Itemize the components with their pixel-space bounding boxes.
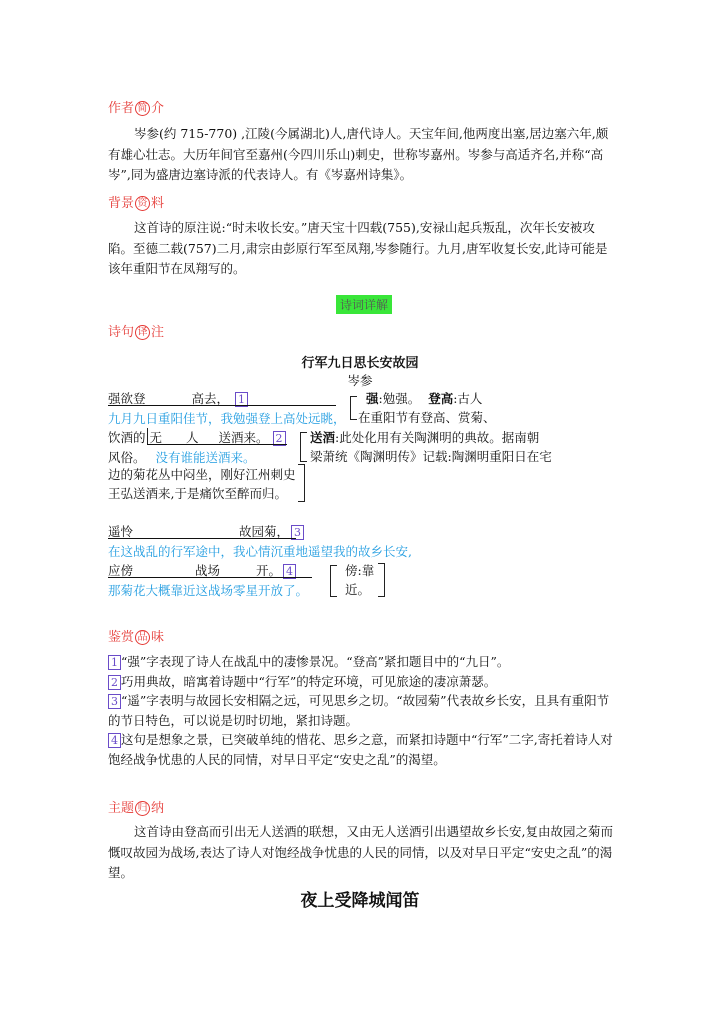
poem-heading: 诗句 译 注 (108, 325, 165, 340)
list-item: 2 巧用典故，暗寓着诗题中“行军”的特定环境，可见旅途的凄凉萧瑟。 (108, 672, 618, 692)
bracket (378, 563, 385, 597)
author-paragraph: 岑参(约 715-770) ,江陵(今属湖北)人,唐代诗人。天宝年间,他两度出塞,居边塞六年,颇有雄心壮志。大历年间官至嘉州(今四川乐山)刺史，世称岑嘉州。岑参与高适齐名,并称“高岑”,同为盛唐边塞诗派的代表诗人。有《岑嘉州诗集》。 (108, 126, 609, 182)
poem-line-3: 遥怜 故园菊， 3 (108, 522, 304, 540)
translation-line-4: 那菊花大概靠近这战场零星开放了。 (108, 583, 309, 598)
bracket (298, 464, 305, 502)
poem-line-4: 应傍 战场 开。 4 (108, 561, 296, 579)
circle-char: 资 (135, 196, 150, 211)
translation-line-1: 九月九日重阳佳节，我勉强登上高处远眺， (108, 411, 346, 426)
note-marker: 1 (108, 655, 121, 670)
note-2-cont: 梁萧统《陶渊明传》记载:陶渊明重阳日在宅 (310, 449, 552, 464)
poem-title: 行军九日思长安故园 (301, 356, 419, 371)
note-marker: 4 (108, 733, 121, 748)
poem-line-2: 饮酒的 无 人 送酒来。 2 (108, 428, 286, 446)
note-4-cont: 近。 (345, 582, 371, 597)
appreciation-heading: 鉴赏 品 味 (108, 630, 165, 645)
next-poem-title: 夜上受降城闻笛 (300, 891, 420, 911)
circle-char: 品 (135, 630, 150, 645)
circle-char: 归 (135, 801, 150, 816)
underline (147, 444, 287, 445)
note-2-cont: 边的菊花丛中闷坐，刚好江州刺史 (108, 467, 296, 482)
note-marker: 3 (108, 694, 121, 709)
circle-char: 译 (135, 325, 150, 340)
divider (147, 428, 148, 444)
list-item: 3 “遥”字表明与故园长安相隔之远，可见思乡之切。“故园菊”代表故乡长安，且具有重阳节的节日特色，可以说是切时切地，紧扣诗题。 (108, 693, 610, 728)
note-2-cont: 王弘送酒来,于是痛饮至醉而归。 (108, 486, 287, 501)
appreciation-list (108, 652, 618, 769)
note-marker: 1 (235, 392, 248, 407)
note-marker: 2 (273, 431, 286, 446)
note-1-cont: 在重阳节有登高、赏菊、 (358, 410, 496, 425)
bracket (330, 565, 337, 597)
note-marker: 4 (283, 564, 296, 579)
underline (108, 405, 336, 406)
underline (108, 577, 312, 578)
author-heading: 作者 简 介 (108, 101, 165, 116)
background-heading: 背景 资 料 (108, 196, 165, 211)
poem-author: 岑参 (347, 373, 373, 388)
bracket (300, 432, 307, 462)
theme-paragraph: 这首诗由登高而引出无人送酒的联想，又由无人送酒引出遇望故乡长安,复由故园之菊而慨叹故园为战场,表达了诗人对饱经战争忧患的人民的同情，以及对早日平定“安史之乱”的渴望。 (108, 824, 613, 880)
theme-heading: 主题 归 纳 (108, 801, 165, 816)
list-item: 4 这句是想象之景，已突破单纯的惜花、思乡之意，而紧扣诗题中“行军”二字,寄托着诗人对饱经战争忧患的人民的同情，对早日平定“安史之乱”的渴望。 (108, 732, 613, 767)
note-marker: 2 (108, 675, 121, 690)
poem-line-1: 强欲登 高去， 1 (108, 389, 248, 407)
banner-label: 诗词详解 (336, 295, 392, 314)
circle-char: 简 (135, 101, 150, 116)
bracket (350, 396, 357, 420)
note-marker: 3 (291, 525, 304, 540)
underline (108, 538, 296, 539)
translation-line-3: 在这战乱的行军途中，我心情沉重地遥望我的故乡长安, (108, 544, 412, 559)
note-2: 送酒:此处化用有关陶渊明的典故。据南朝 (310, 430, 540, 445)
background-paragraph: 这首诗的原注说:“时未收长安。”唐天宝十四载(755),安禄山起兵叛乱，次年长安被攻陷。至德二载(757)二月,肃宗由彭原行军至凤翔,岑参随行。九月,唐军收复长安,此诗可能是该年重阳节在凤翔写的。 (108, 220, 608, 276)
note-4: 傍:靠 (345, 563, 375, 578)
note-1: 强:勉强。 登高:古人 (366, 391, 483, 406)
poem-line-2b: 风俗。 没有谁能送酒来。 (108, 450, 256, 465)
list-item: 1 “强”字表现了诗人在战乱中的凄惨景况。“登高”紧扣题目中的“九日”。 (108, 652, 618, 672)
